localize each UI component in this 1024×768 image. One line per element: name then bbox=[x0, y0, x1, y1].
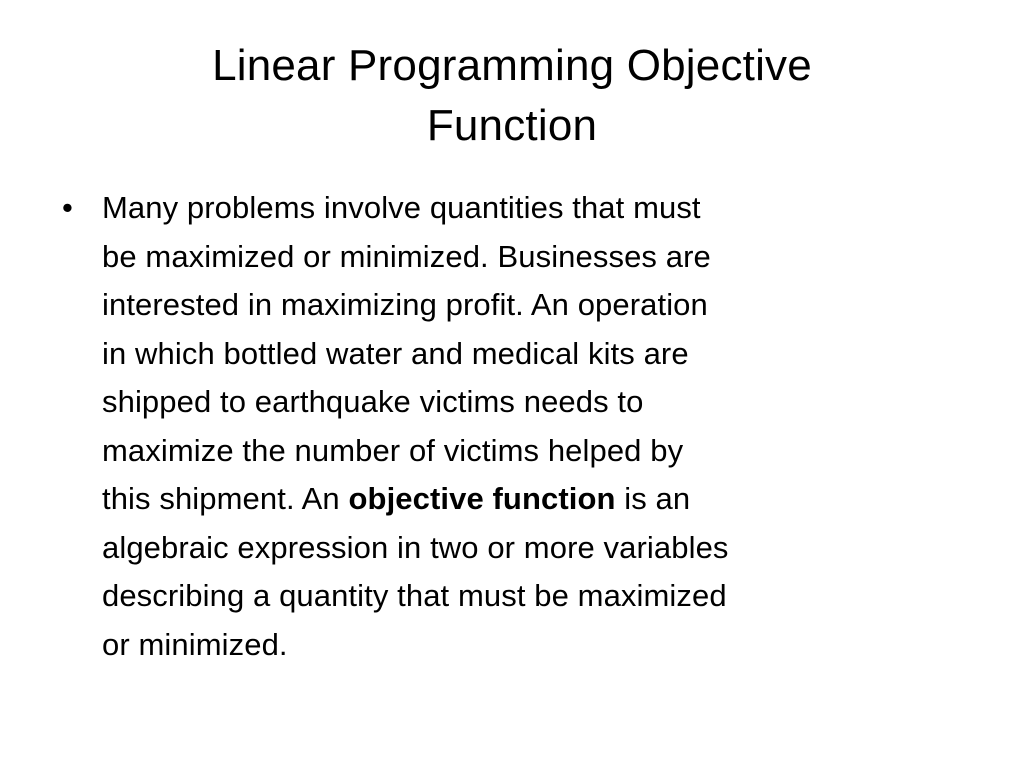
bullet-text-line: or minimized. bbox=[102, 626, 288, 662]
bullet-dot-icon: • bbox=[62, 190, 73, 225]
bullet-item-objective-function bbox=[60, 184, 960, 669]
bullet-text-segment: is an bbox=[615, 481, 691, 516]
bullet-text-line: describing a quantity that must be maximized bbox=[102, 578, 727, 613]
bullet-text-line-with-term bbox=[102, 475, 960, 524]
bullet-text-line: interested in maximizing profit. An operation bbox=[102, 287, 708, 322]
bullet-text-line: be maximized or minimized. Businesses are bbox=[102, 238, 711, 274]
bullet-text-line: algebraic expression in two or more variables bbox=[102, 529, 729, 565]
bullet-text-line: maximize the number of victims helped by bbox=[102, 432, 684, 468]
bullet-text-line: Many problems involve quantities that must bbox=[102, 190, 701, 225]
bullet-text-line: shipped to earthquake victims needs to bbox=[102, 384, 644, 419]
bullet-text-line: in which bottled water and medical kits are bbox=[102, 335, 689, 371]
bullet-list bbox=[60, 184, 960, 669]
slide-title bbox=[60, 36, 964, 156]
slide-title-line-1: Linear Programming Objective bbox=[212, 41, 812, 90]
slide-title-line-2: Function bbox=[426, 101, 598, 150]
bullet-text-segment: this shipment. An bbox=[102, 481, 349, 516]
key-term-objective-function: objective function bbox=[348, 481, 616, 516]
